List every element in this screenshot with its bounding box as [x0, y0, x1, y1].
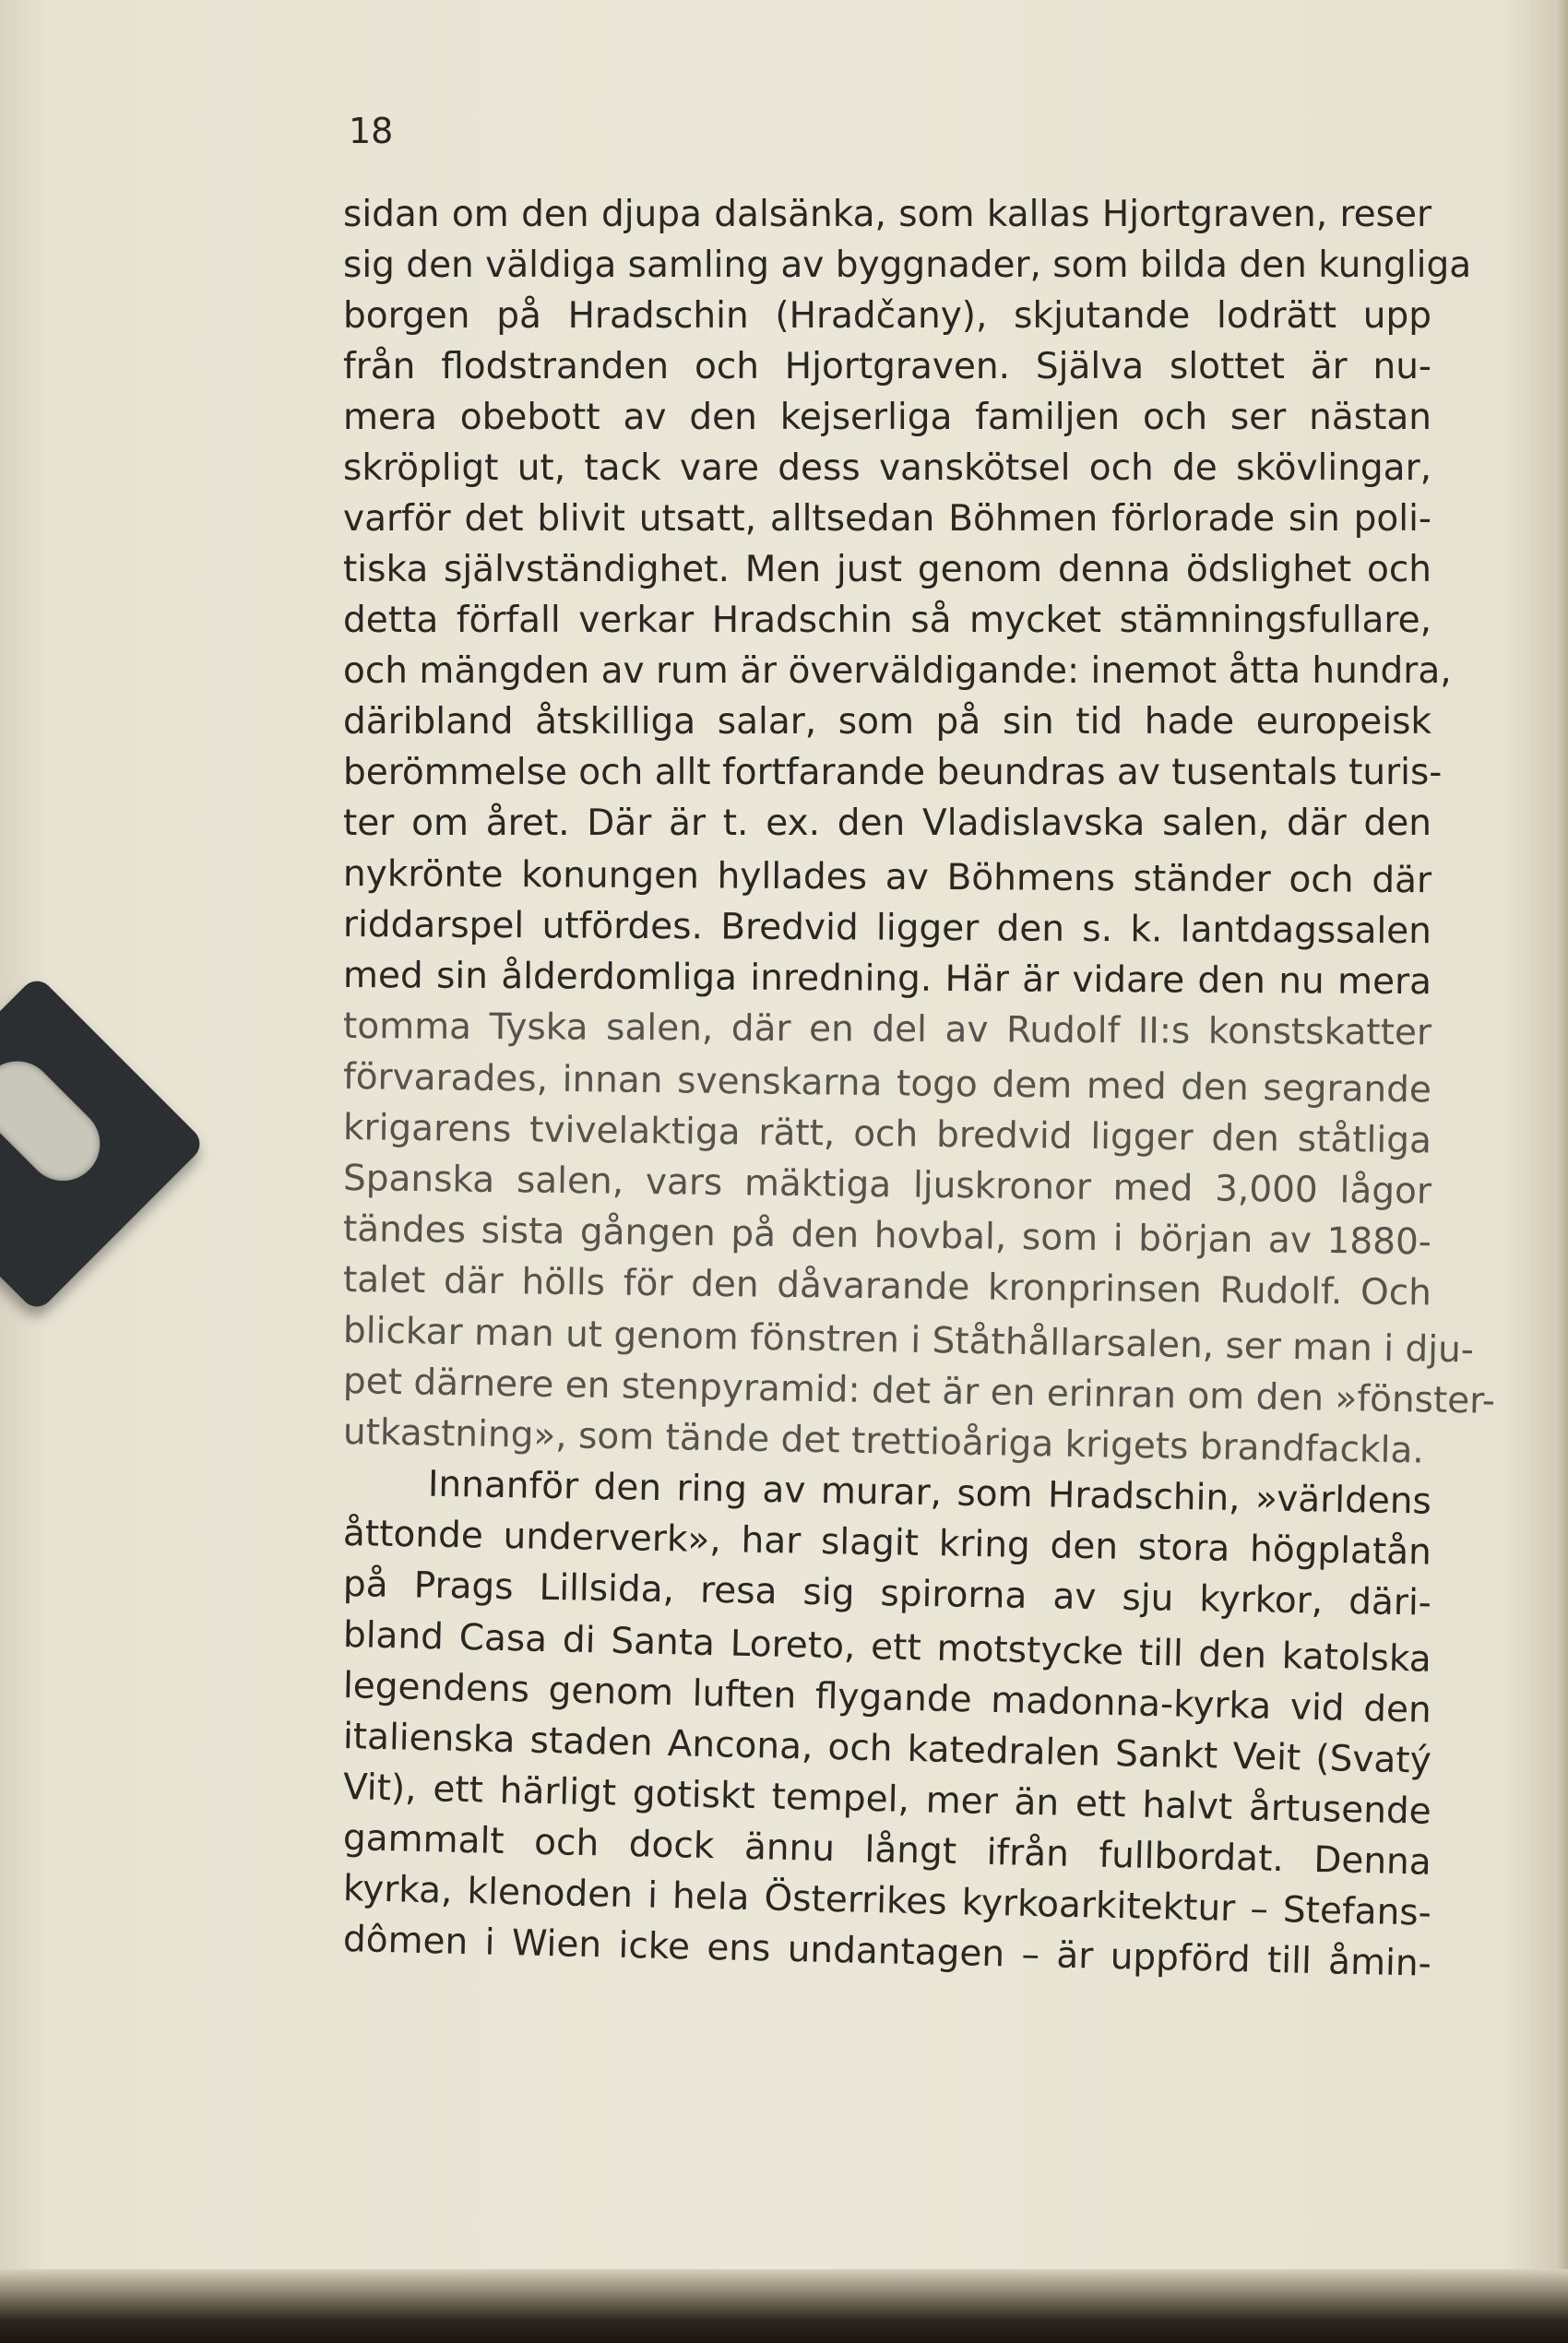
text-line: förvarades, innan svenskarna togo dem med den segrande	[342, 1056, 1432, 1112]
text-line: däribland åtskilliga salar, som på sin tid hade europeisk	[343, 701, 1431, 743]
page-clip-hole	[0, 1046, 115, 1196]
text-line: blickar man ut genom fönstren i Ståthållarsalen, ser man i dju-	[342, 1310, 1475, 1372]
text-line: varför det blivit utsatt, alltsedan Böhmen förlorade sin poli-	[343, 498, 1431, 540]
text-line: åttonde underverk», har slagit kring den stora högplatån	[342, 1513, 1432, 1574]
page-edge	[1555, 0, 1568, 2269]
text-line: tändes sista gången på den hovbal, som i början av 1880-	[342, 1208, 1432, 1264]
text-line: nykrönte konungen hyllades av Böhmens ständer och där	[342, 853, 1432, 902]
page-bottom-shadow	[0, 2269, 1568, 2343]
text-line: berömmelse och allt fortfarande beundras av tusentals turis-	[343, 752, 1443, 793]
text-line: och mängden av rum är överväldigande: inemot åtta hundra,	[343, 650, 1452, 692]
text-line: ter om året. Där är t. ex. den Vladislavska salen, där den	[343, 803, 1431, 844]
text-line: pet därnere en stenpyramid: det är en erinran om den »fönster-	[342, 1361, 1496, 1422]
text-line: talet där hölls för den dåvarande kronprinsen Rudolf. Och	[342, 1259, 1432, 1314]
text-line: från flodstranden och Hjortgraven. Själva slottet är nu-	[343, 346, 1431, 387]
text-line: krigarens tvivelaktiga rätt, och bredvid ligger den ståtliga	[342, 1107, 1432, 1162]
text-line: dômen i Wien icke ens undantagen – är uppförd till åmin-	[342, 1919, 1432, 1985]
text-line: med sin ålderdomliga inredning. Här är vidare den nu mera	[342, 955, 1432, 1004]
text-line: legendens genom luften flygande madonna-kyrka vid den	[342, 1665, 1432, 1731]
page-clip	[0, 974, 207, 1314]
text-line: Spanska salen, vars mäktiga ljuskronor med 3,000 lågor	[342, 1158, 1432, 1213]
text-line: kyrka, klenoden i hela Österrikes kyrkoarkitektur – Stefans-	[342, 1868, 1432, 1934]
text-line: gammalt och dock ännu långt ifrån fullbordat. Denna	[342, 1817, 1432, 1884]
text-line: utkastning», som tände det trettioåriga krigets brandfackla.	[342, 1411, 1425, 1472]
text-line: riddarspel utfördes. Bredvid ligger den s. k. lantdagssalen	[342, 904, 1432, 953]
text-line: borgen på Hradschin (Hradčany), skjutande lodrätt upp	[343, 295, 1431, 337]
body-text	[342, 189, 1496, 1985]
text-line: tiska självständighet. Men just genom denna ödslighet och	[343, 549, 1431, 590]
text-line: skröpligt ut, tack vare dess vanskötsel och de skövlingar,	[343, 447, 1431, 489]
text-line: mera obebott av den kejserliga familjen och ser nästan	[343, 397, 1431, 438]
text-line: på Prags Lillsida, resa sig spirorna av sju kyrkor, däri-	[342, 1564, 1432, 1624]
text-line: bland Casa di Santa Loreto, ett motstycke till den katolska	[342, 1614, 1432, 1681]
text-line: italienska staden Ancona, och katedralen Sankt Veit (Svatý	[342, 1716, 1432, 1782]
page-number: 18	[349, 111, 394, 151]
text-line: sig den väldiga samling av byggnader, som bilda den kungliga	[343, 244, 1472, 286]
text-line: sidan om den djupa dalsänka, som kallas Hjortgraven, reser	[343, 194, 1431, 235]
text-line: detta förfall verkar Hradschin så mycket stämningsfullare,	[343, 600, 1431, 641]
text-line: Vit), ett härligt gotiskt tempel, mer än ett halvt årtusende	[342, 1766, 1432, 1833]
text-line: Innanför den ring av murar, som Hradschin, »världens	[427, 1463, 1432, 1523]
text-line: tomma Tyska salen, där en del av Rudolf II:s konstskatter	[342, 1005, 1432, 1054]
